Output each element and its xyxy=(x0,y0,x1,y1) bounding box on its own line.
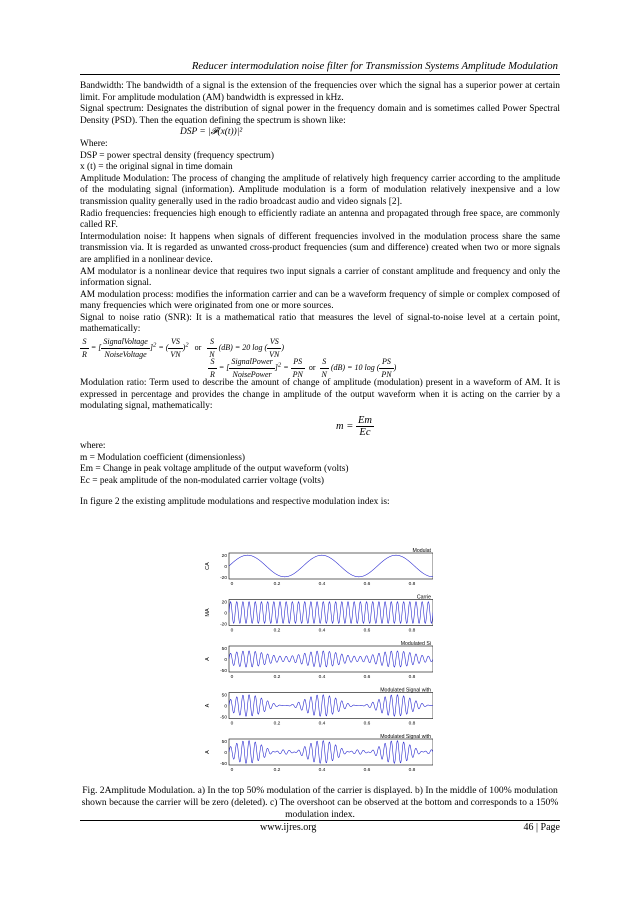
y-tick-label: 50 xyxy=(221,647,227,652)
x-tick-label: 0.2 xyxy=(273,675,281,680)
label-where-2: where: xyxy=(80,441,106,452)
x-tick-label: 0.4 xyxy=(318,675,326,680)
x-tick-label: 0.8 xyxy=(408,768,416,773)
waveform-trace xyxy=(229,602,433,624)
y-tick-label: 20 xyxy=(221,554,227,559)
panel-title: Modulated Signal with xyxy=(380,734,431,740)
x-tick-label: 0.8 xyxy=(408,582,416,587)
x-tick-label: 0 xyxy=(230,628,234,634)
body-text xyxy=(80,81,560,509)
panel-title: Modulated Si xyxy=(400,641,431,647)
para-process: AM modulation process: modifies the information carrier and can be a waveform frequency of simple or complex composed of many frequencies which were originated from one or more sources. xyxy=(80,289,560,312)
x-tick-label: 0.4 xyxy=(318,768,326,773)
waveform-trace xyxy=(229,741,433,764)
footer-rule xyxy=(80,820,560,821)
def-m: m = Modulation coefficient (dimensionless) xyxy=(80,452,245,463)
x-tick-label: 0.8 xyxy=(408,721,416,727)
x-tick-label: 0.4 xyxy=(318,721,326,727)
panel-ylabel: A xyxy=(205,750,211,754)
para-modulator: AM modulator is a nonlinear device that requires two input signals a carrier of constant amplitude and frequency and only the information signal. xyxy=(80,266,560,289)
panel-ylabel: A xyxy=(205,657,211,661)
y-tick-label: 50 xyxy=(221,693,227,699)
y-tick-label: -50 xyxy=(220,669,227,674)
x-tick-label: 0 xyxy=(230,768,234,773)
y-tick-label: 0 xyxy=(224,658,227,663)
x-tick-label: 0.2 xyxy=(273,582,281,587)
snr-equations xyxy=(80,336,560,378)
page-number: 46 | Page xyxy=(523,822,560,833)
x-tick-label: 0.6 xyxy=(363,582,371,587)
para-bandwidth: Bandwidth: The bandwidth of a signal is the extension of the frequencies over which the signal has a superior power at certain limit. For amplitude modulation (AM) bandwidth is expressed in kHz. xyxy=(80,81,560,103)
panel-ylabel: MA xyxy=(205,608,211,617)
y-tick-label: 0 xyxy=(224,751,227,756)
y-tick-label: -50 xyxy=(220,715,227,721)
def-x: x (t) = the original signal in time domain xyxy=(80,162,233,173)
para-spectrum: Signal spectrum: Designates the distribution of signal power in the frequency domain and is sometimes called Power Spectral Density (PSD). Then the equation defining the spectrum is shown like: xyxy=(80,104,560,126)
figure-caption: Fig. 2Amplitude Modulation. a) In the top 50% modulation of the carrier is displayed. b) In the middle of 100% modulation shown because the carrier will be zero (deleted). c) The overshoot can be observed at the bottom and corresponds to a 150% modulation index. xyxy=(81,785,559,820)
x-tick-label: 0 xyxy=(230,582,234,587)
snr-equation-power: $\frac{S}{R}$ = [ $\frac{\text{SignalPower}}{\text{NoisePower}}$ ]$^2$ = $\frac{PS}{PN}$ or $\frac{S}{N}$ (dB) = 10 log ( $\frac{PS}{PN}$ ) xyxy=(210,357,397,379)
panel-ylabel: CA xyxy=(205,562,211,570)
snr-equation-voltage: $\frac{S}{R}$ = [ $\frac{\text{SignalVoltage}}{\text{NoiseVoltage}}$ ]$^2$ = ( $\frac{VS}{VN}$ )$^2$ or $\frac{S}{N}$ (dB) = 20 log ( $\frac{VS}{VN}$ ) xyxy=(82,337,285,359)
para-imn: Intermodulation noise: It happens when signals of different frequencies involved in the modulation process share the same transmission via. It is regarded as unwanted cross-product frequencies (sum and difference) created when two or more signals are amplified in a nonlinear device. xyxy=(80,231,560,265)
para-fig-intro: In figure 2 the existing amplitude modulations and respective modulation index is: xyxy=(80,497,390,508)
para-ratio: Modulation ratio: Term used to describe the amount of change of amplitude (modulation) present in a waveform of AM. It is expressed in percentage and provides the change in amplitude of the output waveform when it is acting on the carrier by a modulating signal, mathematically: xyxy=(80,378,560,412)
para-rf: Radio frequencies: frequencies high enough to efficiently radiate an antenna and propagated through free space, are commonly called RF. xyxy=(80,208,560,231)
y-tick-label: 0 xyxy=(224,565,227,570)
x-tick-label: 0 xyxy=(230,721,234,727)
x-tick-label: 0.8 xyxy=(408,675,416,680)
panel-title: Modulat xyxy=(412,548,431,554)
equation-dsp: DSP = |𝓕(x(t))|² xyxy=(180,127,243,138)
def-ec: Ec = peak amplitude of the non-modulated carrier voltage (volts) xyxy=(80,475,325,486)
panel-title: Modulated Signal with xyxy=(380,687,431,694)
y-tick-label: 20 xyxy=(221,600,227,606)
y-tick-label: 50 xyxy=(221,740,227,745)
x-tick-label: 0 xyxy=(230,675,234,680)
def-dsp: DSP = power spectral density (frequency spectrum) xyxy=(80,150,274,161)
running-header: Reducer intermodulation noise filter for Transmission Systems Amplitude Modulation xyxy=(191,60,558,72)
para-am: Amplitude Modulation: The process of changing the amplitude of relatively high frequency carrier according to the amplitude of the modulating signal (information). Amplitude modulation is a form of modulation relatively inexpensive and a low transmission quality generally used in the radio broadcast audio and video signals [2]. xyxy=(80,173,560,207)
x-tick-label: 0.6 xyxy=(363,768,371,773)
equation-m: m = $\frac{Em}{Ec}$ xyxy=(336,414,372,439)
x-tick-label: 0.6 xyxy=(363,721,371,727)
panel-title: Carrie xyxy=(416,594,431,601)
waveform-trace xyxy=(229,651,433,667)
footer-url: www.ijres.org xyxy=(260,822,317,833)
y-tick-label: -50 xyxy=(220,762,227,767)
waveform-trace xyxy=(229,695,433,717)
panel-ylabel: A xyxy=(205,703,211,708)
y-tick-label: -20 xyxy=(220,622,227,628)
figure-am-waveforms xyxy=(205,545,433,777)
x-tick-label: 0.4 xyxy=(318,628,326,634)
y-tick-label: 0 xyxy=(224,704,227,710)
y-tick-label: 0 xyxy=(224,611,227,617)
x-tick-label: 0.6 xyxy=(363,628,371,634)
x-tick-label: 0.8 xyxy=(408,628,416,634)
para-snr: Signal to noise ratio (SNR): It is a mathematical ratio that measures the level of signal-to-noise level at a certain point, mathematically: xyxy=(80,312,560,335)
waveform-trace xyxy=(229,555,433,577)
x-tick-label: 0.2 xyxy=(273,768,281,773)
y-tick-label: -20 xyxy=(220,576,227,581)
x-tick-label: 0.2 xyxy=(273,721,281,727)
x-tick-label: 0.2 xyxy=(273,628,281,634)
header-rule xyxy=(80,74,560,75)
label-where: Where: xyxy=(80,138,108,149)
x-tick-label: 0.6 xyxy=(363,675,371,680)
x-tick-label: 0.4 xyxy=(318,582,326,587)
def-em: Em = Change in peak voltage amplitude of the output waveform (volts) xyxy=(80,464,349,475)
